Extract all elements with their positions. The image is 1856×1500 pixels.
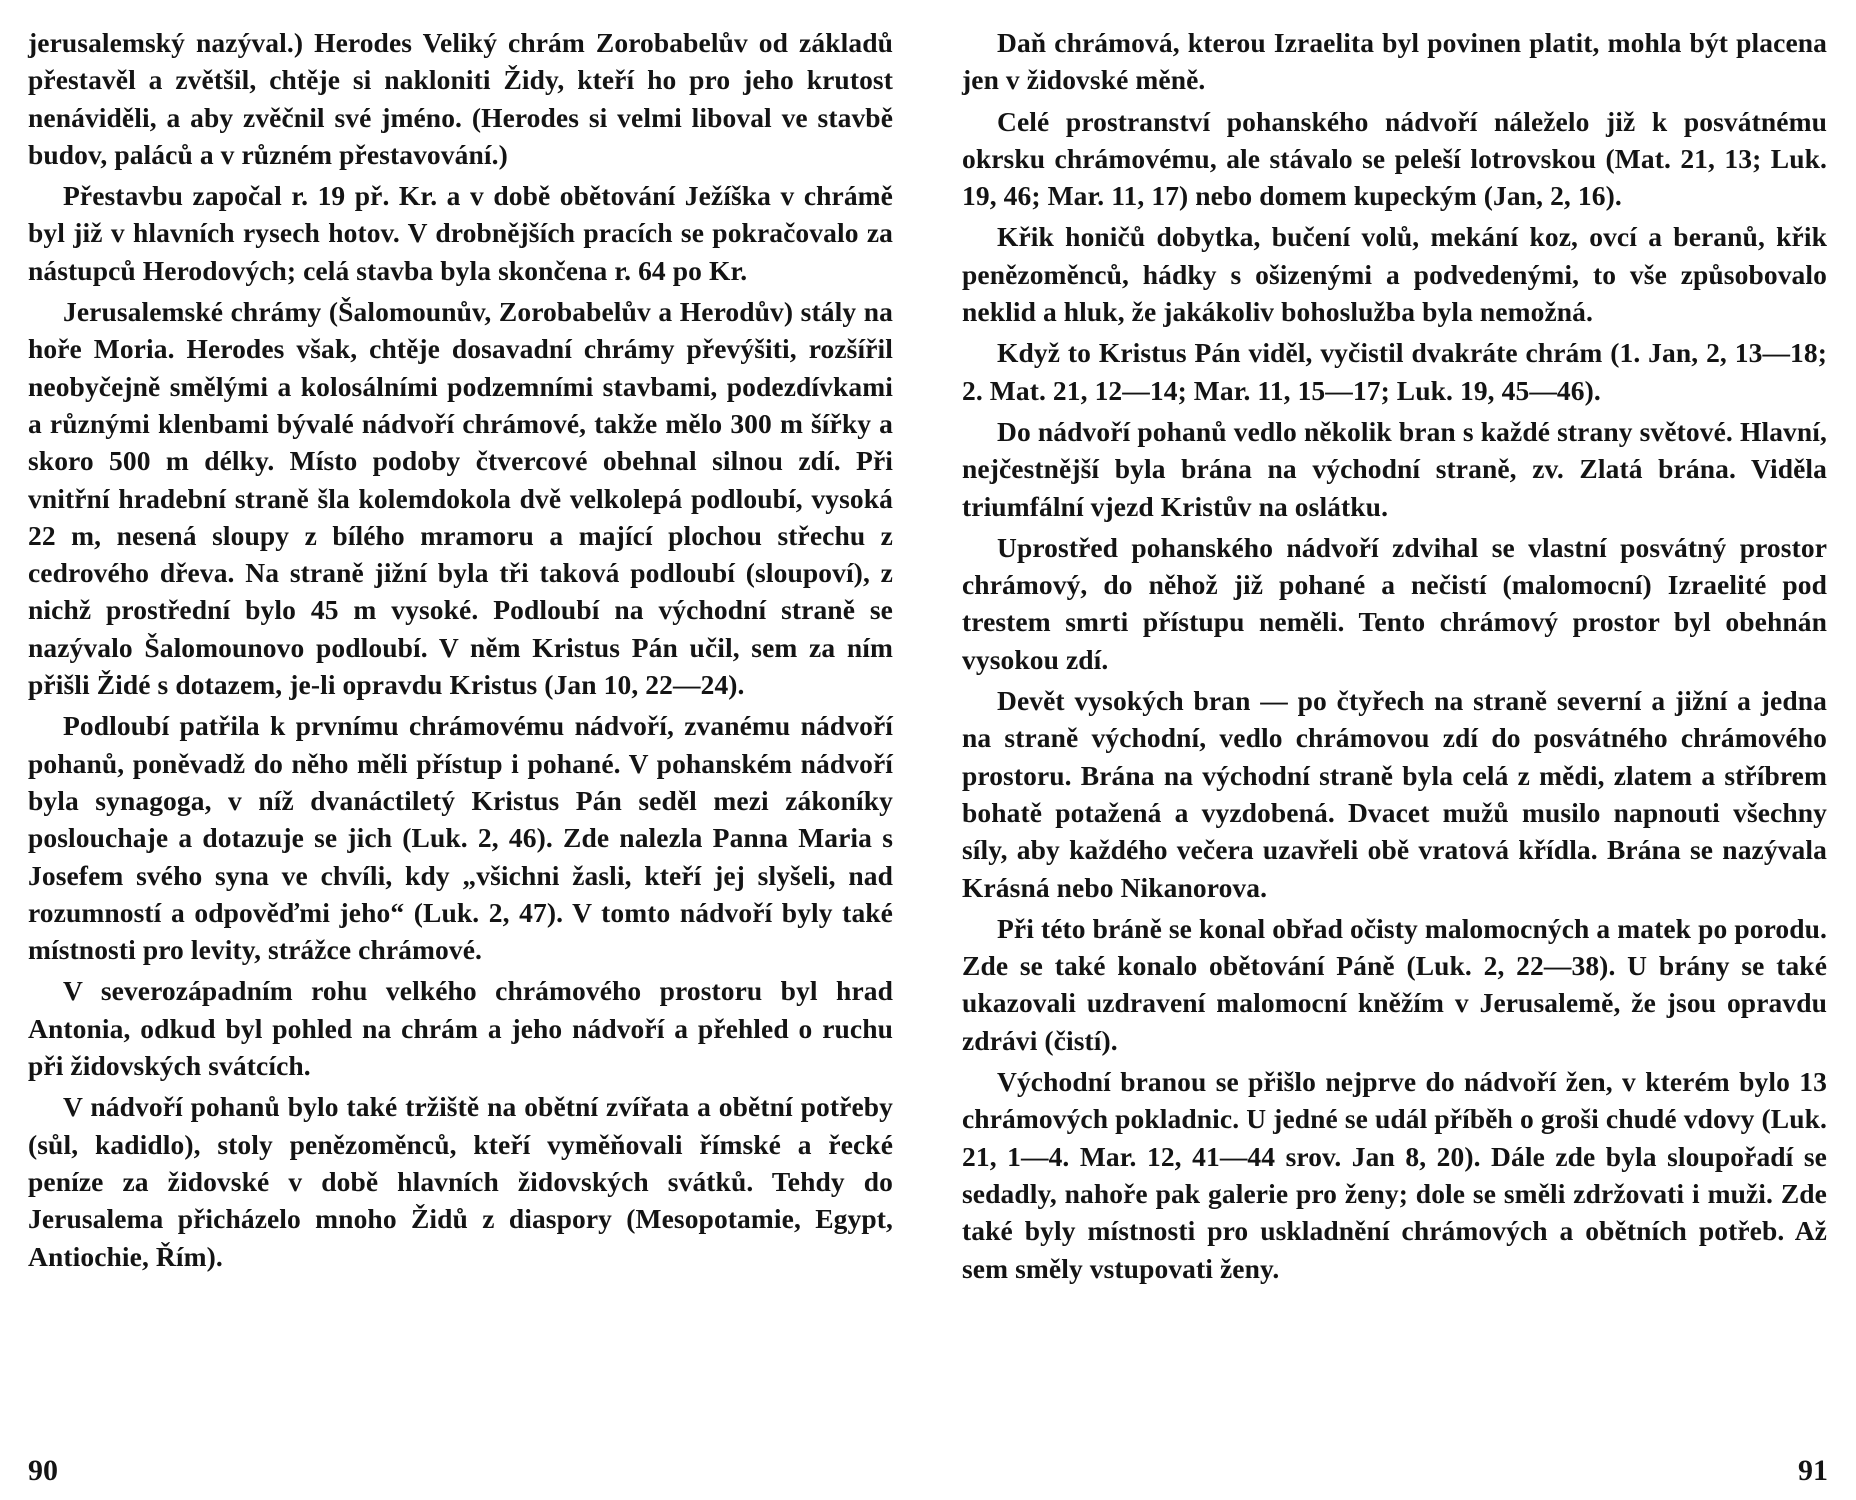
- right-paragraph-9: Východní branou se přišlo nejprve do nádvoří žen, v kterém bylo 13 chrámových pokladnic. U jedné se udál příběh o groši chudé vdovy (Luk. 21, 1—4. Mar. 12, 41—44 srov. Jan 8, 20). Dále zde byla sloupořadí se sedadly, nahoře pak galerie pro ženy; dole se směli zdržovati i muži. Zde také byly místnosti pro uskladnění chrámových a obětních potřeb. Až sem směly vstupovati ženy.: [962, 1066, 1827, 1284]
- left-paragraph-2: Přestavbu započal r. 19 př. Kr. a v době obětování Ježíška v chrámě byl již v hlavních rysech hotov. V drobnějších pracích se pokračovalo za nástupců Herodových; celá stavba byla skončena r. 64 po Kr.: [28, 180, 893, 286]
- right-paragraph-7: Devět vysokých bran — po čtyřech na straně severní a jižní a jedna na straně východní, vedlo chrámovou zdí do posvátného chrámového prostoru. Brána na východní straně byla celá z mědi, zlatem a stříbrem bohatě potažená a vyzdobená. Dvacet mužů musilo napnouti všechny síly, aby každého večera uzavřeli obě vratová křídla. Brána se nazývala Krásná nebo Nikanorova.: [962, 685, 1827, 903]
- right-paragraph-1: Daň chrámová, kterou Izraelita byl povinen platit, mohla být placena jen v židovské měně.: [962, 27, 1827, 96]
- right-paragraph-6: Uprostřed pohanského nádvoří zdvihal se vlastní posvátný prostor chrámový, do něhož již pohané a nečistí (malomocní) Izraelité pod trestem smrti přístupu neměli. Tento chrámový prostor byl obehnán vysokou zdí.: [962, 531, 1827, 675]
- right-paragraph-3: Křik honičů dobytka, bučení volů, mekání koz, ovcí a beranů, křik penězoměnců, hádky s ošizenými a podvedenými, to vše způsobovalo neklid a hluk, že jakákoliv bohoslužba byla nemožná.: [962, 221, 1827, 328]
- right-page: [962, 24, 1827, 1291]
- left-paragraph-5: V severozápadním rohu velkého chrámového prostoru byl hrad Antonia, odkud byl pohled na chrám a jeho nádvoří a přehled o ruchu při židovských svátcích.: [28, 975, 893, 1082]
- page-number-left: 90: [28, 1454, 58, 1487]
- left-page: [28, 24, 893, 1279]
- page-number-right: 91: [1798, 1454, 1828, 1487]
- left-paragraph-6: V nádvoří pohanů bylo také tržiště na obětní zvířata a obětní potřeby (sůl, kadidlo), stoly penězoměnců, kteří vyměňovali římské a řecké peníze za židovské v době hlavních židovských svátků. Tehdy do Jerusalema přicházelo mnoho Židů z diaspory (Mesopotamie, Egypt, Antiochie, Řím).: [28, 1091, 893, 1272]
- right-paragraph-2: Celé prostranství pohanského nádvoří náleželo již k posvátnému okrsku chrámovému, ale stávalo se peleší lotrovskou (Mat. 21, 13; Luk. 19, 46; Mar. 11, 17) nebo domem kupeckým (Jan, 2, 16).: [962, 105, 1827, 212]
- left-paragraph-4: Podloubí patřila k prvnímu chrámovému nádvoří, zvanému nádvoří pohanů, poněvadž do něho měli přístup i pohané. V pohanském nádvoří byla synagoga, v níž dvanáctiletý Kristus Pán seděl mezi zákoníky poslouchaje a dotazuje se jich (Luk. 2, 46). Zde nalezla Panna Maria s Josefem svého syna ve chvíli, kdy „všichni žasli, kteří jej slyšeli, nad rozumností a odpověďmi jeho“ (Luk. 2, 47). V tomto nádvoří byly také místnosti pro levity, strážce chrámové.: [28, 710, 893, 966]
- left-paragraph-1: jerusalemský nazýval.) Herodes Veliký chrám Zorobabelův od základů přestavěl a zvětšil, chtěje si nakloniti Židy, kteří ho pro jeho krutost nenáviděli, a aby zvěčnil své jméno. (Herodes si velmi liboval ve stavbě budov, paláců a v různém přestavování.): [28, 27, 893, 170]
- right-paragraph-5: Do nádvoří pohanů vedlo několik bran s každé strany světové. Hlavní, nejčestnější byla brána na východní straně, zv. Zlatá brána. Viděla triumfální vjezd Kristův na oslátku.: [962, 415, 1827, 522]
- right-paragraph-4: Když to Kristus Pán viděl, vyčistil dvakráte chrám (1. Jan, 2, 13—18; 2. Mat. 21, 12—14; Mar. 11, 15—17; Luk. 19, 45—46).: [962, 337, 1827, 406]
- left-paragraph-3: Jerusalemské chrámy (Šalomounův, Zorobabelův a Herodův) stály na hoře Moria. Herodes však, chtěje dosavadní chrámy převýšiti, rozšířil neobyčejně smělými a kolosálními podzemními stavbami, podezdívkami a různými klenbami bývalé nádvoří chrámové, takže mělo 300 m šířky a skoro 500 m délky. Místo podoby čtvercové obehnal silnou zdí. Při vnitřní hradební straně šla kolemdokola dvě velkolepá podloubí, vysoká 22 m, nesená sloupy z bílého mramoru a mající plochou střechu z cedrového dřeva. Na straně jižní byla tři taková podloubí (sloupoví), z nichž prostřední bylo 45 m vysoké. Podloubí na východní straně se nazývalo Šalomounovo podloubí. V něm Kristus Pán učil, sem za ním přišli Židé s dotazem, je-li opravdu Kristus (Jan 10, 22—24).: [28, 296, 893, 701]
- right-paragraph-8: Při této bráně se konal obřad očisty malomocných a matek po porodu. Zde se také konalo obětování Páně (Luk. 2, 22—38). U brány se také ukazovali uzdravení malomocní kněžím v Jerusalemě, že jsou opravdu zdrávi (čistí).: [962, 912, 1827, 1056]
